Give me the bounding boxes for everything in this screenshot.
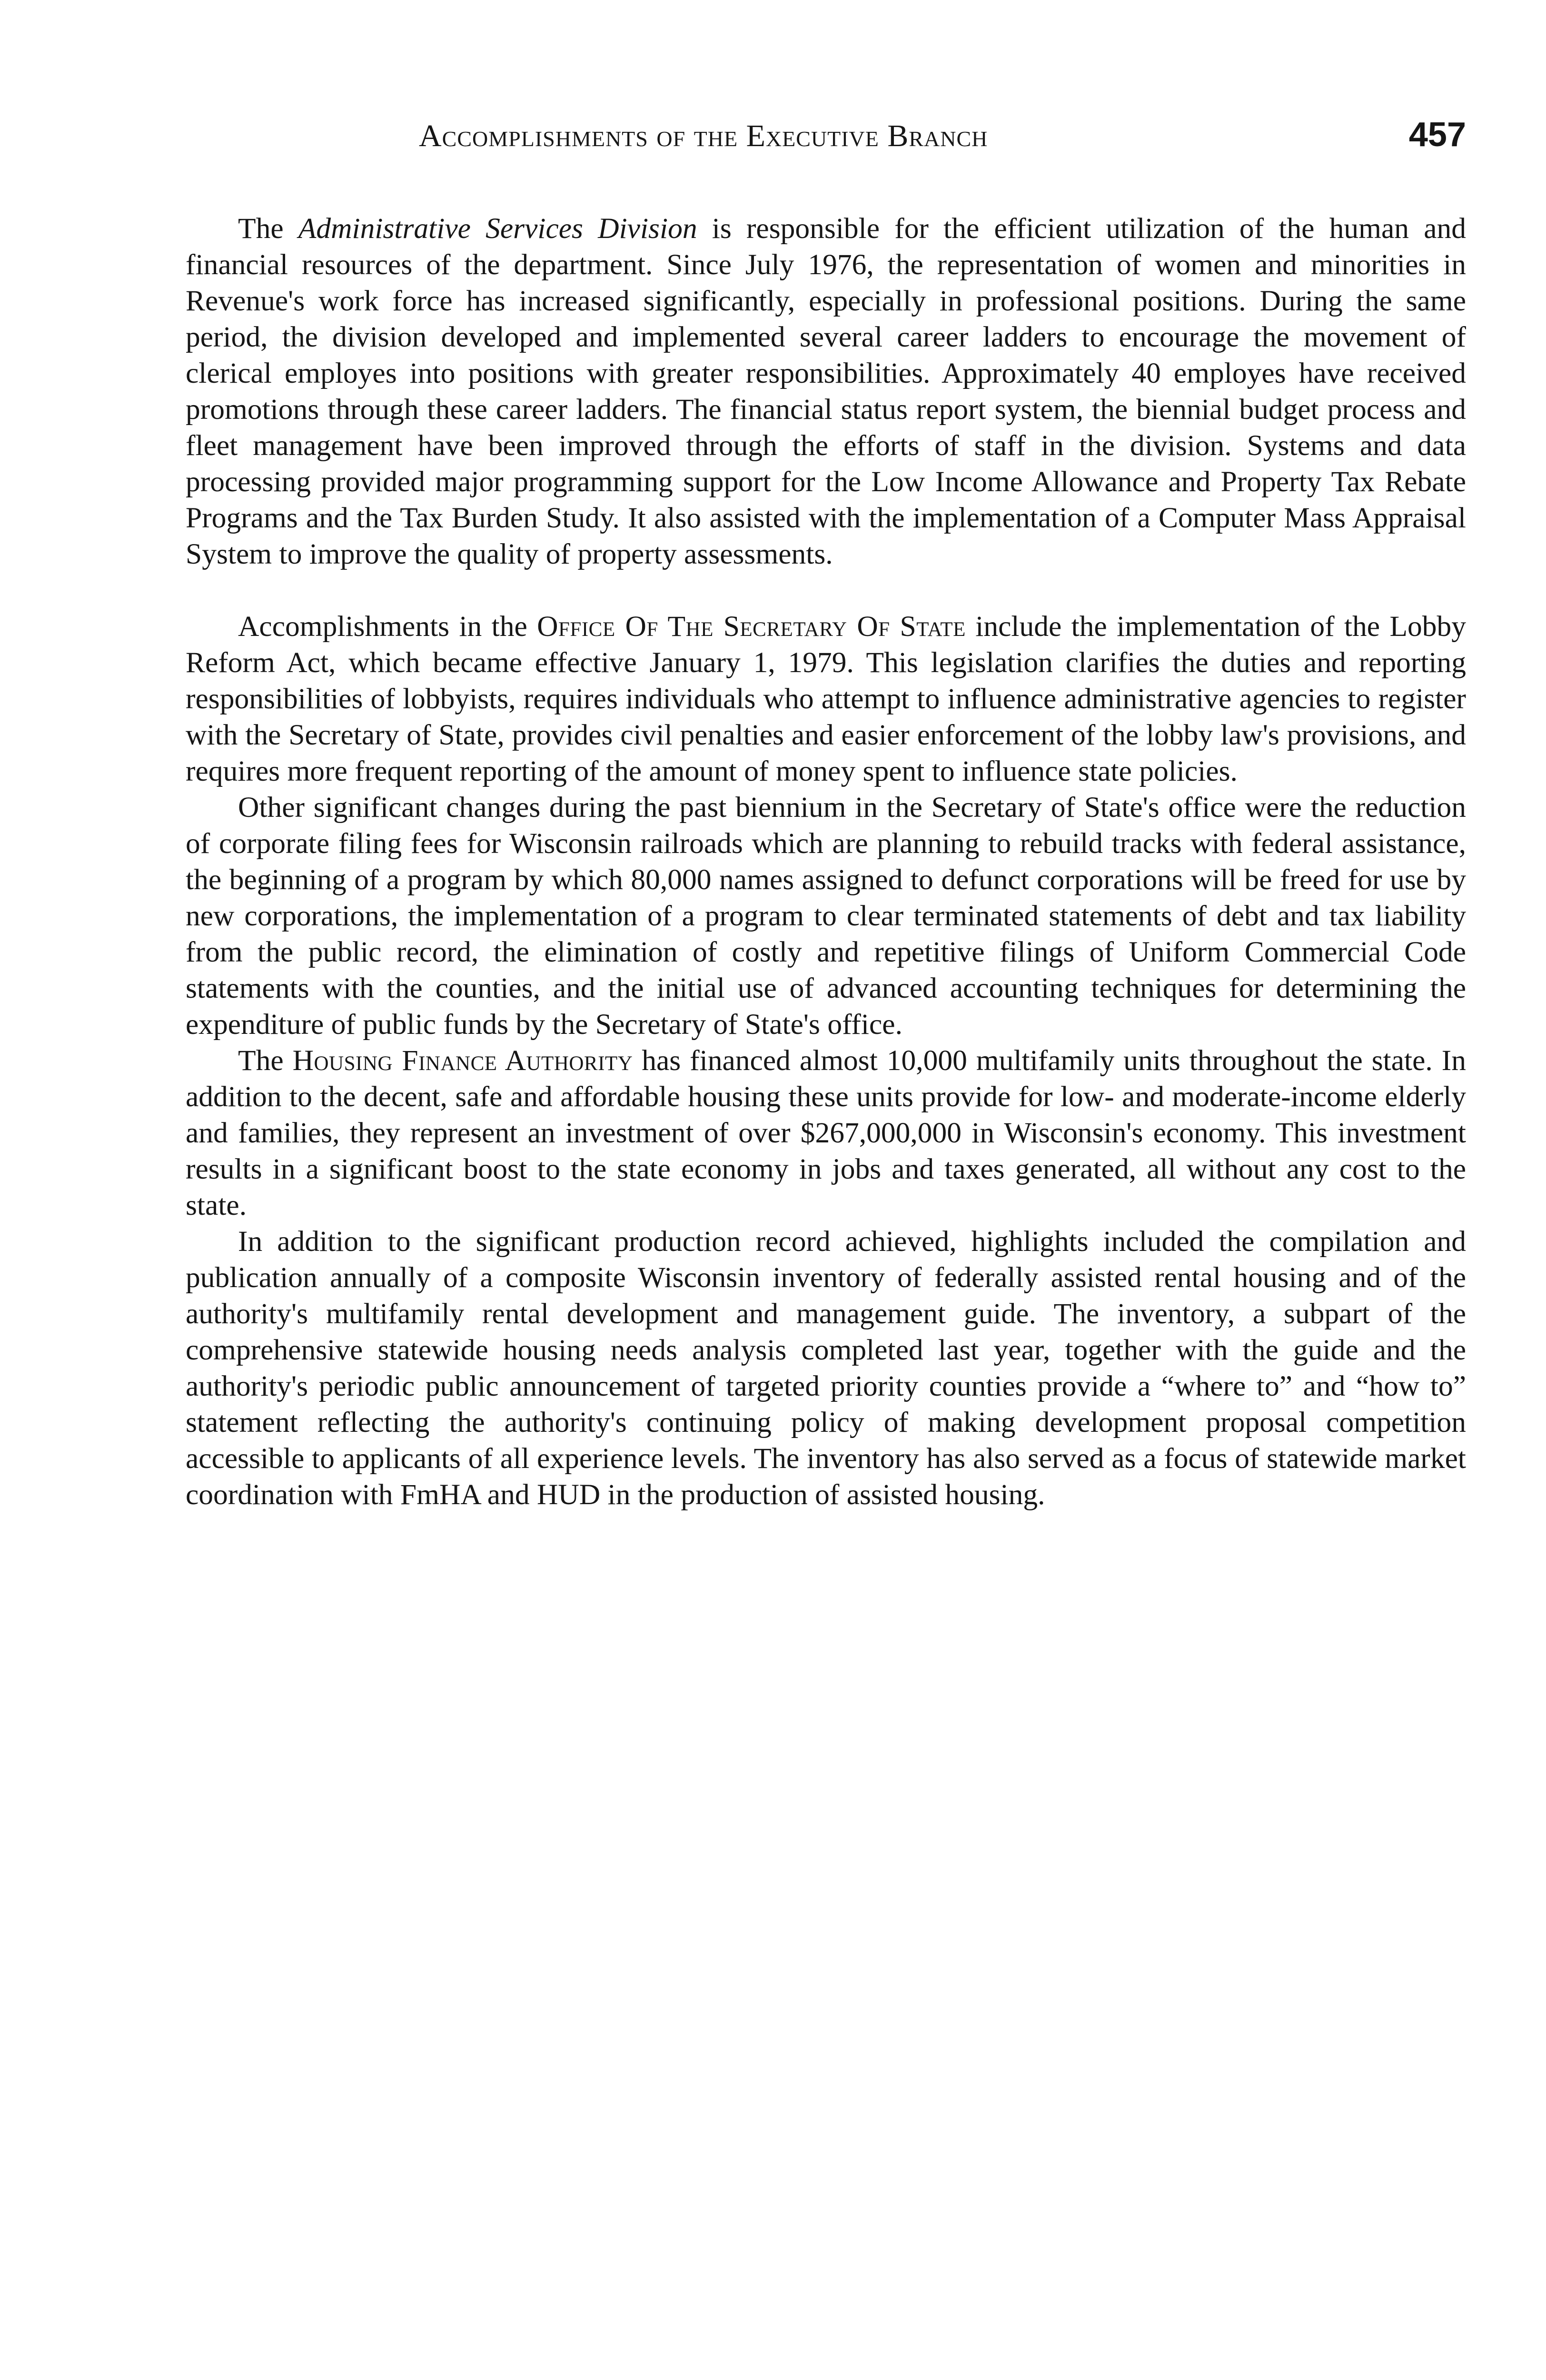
paragraph-body: has financed almost 10,000 multifamily units throughout the state. In addition to the decent, safe and affordable housing these units provide for low- and moderate-income elderly and families, they represent an investment of over $267,000,000 in Wisconsin's economy. This investment results in a significant boost to the state economy in jobs and taxes generated, all without any cost to the state. [186, 1044, 1466, 1221]
paragraph-housing-finance-authority [186, 1042, 1466, 1223]
running-head [181, 118, 1466, 161]
running-head-title: Accomplishments of the Executive Branch [419, 119, 988, 153]
division-name-italic: Administrative Services Division [298, 212, 697, 245]
paragraph-body: include the implementation of the Lobby Reform Act, which became effective January 1, 1979. This legislation clarifies the duties and reporting responsibilities of lobbyists, requires individuals who attempt to influence administrative agencies to register with the Secretary of State, provides civil penalties and easier enforcement of the lobby law's provisions, and requires more frequent reporting of the amount of money spent to influence state policies. [186, 610, 1467, 787]
page-number: 457 [1408, 116, 1466, 154]
paragraph-lead: The [238, 212, 298, 245]
paragraph-body: is responsible for the efficient utilization of the human and financial resources of the department. Since July 1976, the representation of women and minorities in Revenue's work force has increased significantly, especially in professional positions. During the same period, the division developed and implemented several career ladders to encourage the movement of clerical employes into positions with greater responsibilities. Approximately 40 employes have received promotions through these career ladders. The financial status report system, the biennial budget process and fleet management have been improved through the efforts of staff in the division. Systems and data processing provided major programming support for the Low Income Allowance and Property Tax Rebate Programs and the Tax Burden Study. It also assisted with the implementation of a Computer Mass Appraisal System to improve the quality of property assessments. [186, 212, 1466, 570]
agency-name-small-caps: Office Of The Secretary Of State [537, 610, 966, 643]
agency-name-small-caps: Housing Finance Authority [292, 1044, 633, 1077]
paragraph-lead: The [238, 1044, 293, 1077]
paragraph-administrative-services [186, 210, 1466, 572]
paragraph-secretary-of-state-changes: Other significant changes during the past biennium in the Secretary of State's office were the reduction of corporate filing fees for Wisconsin railroads which are planning to rebuild tracks with federal assistance, the beginning of a program by which 80,000 names assigned to defunct corporations will be freed for use by new corporations, the implementation of a program to clear terminated statements of debt and tax liability from the public record, the elimination of costly and repetitive filings of Uniform Commercial Code statements with the counties, and the initial use of advanced accounting techniques for determining the expenditure of public funds by the Secretary of State's office. [186, 791, 1466, 1041]
paragraph-lead: Accomplishments in the [238, 610, 537, 643]
body-text [186, 210, 1466, 1513]
paragraph-housing-highlights: In addition to the significant production record achieved, highlights included the compilation and publication annually of a composite Wisconsin inventory of federally assisted rental housing and of the authority's multifamily rental development and management guide. The inventory, a subpart of the comprehensive statewide housing needs analysis completed last year, together with the guide and the authority's periodic public announcement of targeted priority counties provide a “where to” and “how to” statement reflecting the authority's continuing policy of making development proposal competition accessible to applicants of all experience levels. The inventory has also served as a focus of statewide market coordination with FmHA and HUD in the production of assisted housing. [186, 1225, 1466, 1511]
paragraph-secretary-of-state [186, 608, 1466, 789]
